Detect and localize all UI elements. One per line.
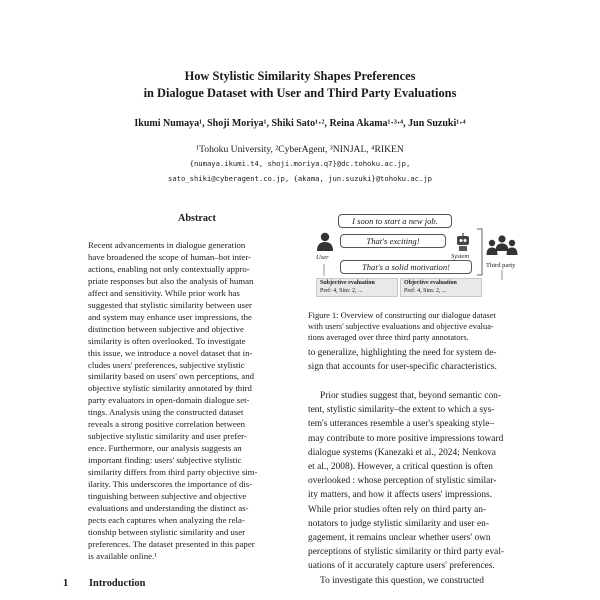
objective-eval-box bbox=[400, 278, 482, 297]
abstract-line: similarity based on users' own perceptions, and bbox=[88, 371, 255, 382]
objective-eval-detail: Pref: 4, Sim: 2, ... bbox=[404, 287, 447, 294]
body-line: may contribute to more positive impressions toward bbox=[308, 433, 504, 444]
abstract-line: similarity differs from third party objective sim- bbox=[88, 467, 258, 478]
abstract-line: this issue, we introduce a novel dataset that in- bbox=[88, 347, 253, 358]
third-party-label: Third party bbox=[486, 262, 516, 269]
abstract-line: suggested that stylistic similarity between user bbox=[88, 299, 252, 310]
abstract-line: is available online.¹ bbox=[88, 550, 157, 561]
body-line: tent, stylistic similarity–the extent to which a sys- bbox=[308, 405, 495, 416]
abstract-line: ence. Furthermore, our analysis suggests an bbox=[88, 443, 242, 454]
body-line: To investigate this question, we constructed bbox=[320, 575, 484, 586]
abstract-line: evaluations and understanding the distinct as- bbox=[88, 502, 249, 513]
abstract-line: cludes users' preferences, subjective stylistic bbox=[88, 359, 245, 370]
subjective-eval-box bbox=[316, 278, 398, 297]
abstract-line: ilarity. This underscores the importance of dis- bbox=[88, 479, 253, 489]
body-line: tem's utterances resemble a user's speaking style– bbox=[308, 419, 495, 430]
body-line: et al., 2008). However, a critical question is often bbox=[308, 462, 493, 472]
abstract-line: pects each captures when analyzing the rela- bbox=[88, 514, 245, 525]
body-line: overlooked : whose perception of stylistic similar- bbox=[308, 476, 497, 487]
abstract-line: Recent advancements in dialogue generation bbox=[88, 240, 246, 250]
abstract-line: actions, enabling not only contextually appro- bbox=[88, 263, 250, 274]
abstract-line: tings. Analysis using the constructed dataset bbox=[88, 407, 244, 418]
abstract-line: tinguishing between subjective and objective bbox=[88, 490, 247, 501]
figure-caption-line-3: tions averaged over three third party annotators. bbox=[308, 333, 469, 342]
author-emails-line-2: sato_shiki@cyberagent.co.jp, {akama, jun.suzuki}@tohoku.ac.jp bbox=[168, 174, 432, 183]
body-line: sign that accounts for user-specific characteristics. bbox=[308, 362, 497, 372]
abstract-line: important finding: users' subjective stylistic bbox=[88, 455, 242, 466]
abstract-line: reveals a strong positive correlation between bbox=[88, 419, 246, 430]
paper-authors: Ikumi Numaya¹, Shoji Moriya¹, Shiki Sato¹·², Reina Akama¹·³·⁴, Jun Suzuki¹·⁴ bbox=[134, 118, 466, 129]
body-line: ity matters, and how it affects users' impressions. bbox=[308, 490, 493, 501]
figure-caption-line-2: with users' subjective evaluations and objective evalua- bbox=[308, 322, 494, 331]
abstract-line: priate responses but also the analysis of human bbox=[88, 275, 254, 286]
abstract-line: and system may enhance user impressions, the bbox=[88, 311, 252, 322]
abstract-heading: Abstract bbox=[178, 213, 216, 224]
paper-affiliations: ¹Tohoku University, ²CyberAgent, ³NINJAL, ⁴RIKEN bbox=[196, 144, 404, 155]
abstract-line: affect and sensitivity. While prior work has bbox=[88, 287, 240, 298]
body-line: Prior studies suggest that, beyond semantic con- bbox=[320, 391, 501, 401]
body-line: dialogue systems (Kanezaki et al., 2024; Nenkova bbox=[308, 447, 496, 458]
body-line: perceptions of stylistic similarity or third party eval- bbox=[308, 547, 505, 558]
section-number: 1 bbox=[63, 578, 69, 589]
body-line: notators to judge stylistic similarity and user en- bbox=[308, 518, 489, 529]
figure-1 bbox=[314, 210, 534, 305]
objective-eval-title: Objective evaluation bbox=[404, 280, 457, 286]
abstract-line: preferences. The dataset presented in this paper bbox=[88, 538, 255, 549]
abstract-line: distinction between subjective and objective bbox=[88, 323, 244, 334]
abstract-line: party evaluators in open-domain dialogue set- bbox=[88, 395, 250, 406]
system-response-bubble-1: That's exciting! bbox=[340, 234, 446, 248]
body-line: gagement, it remains unclear whether users' own bbox=[308, 533, 491, 543]
body-line: While prior studies often rely on third party an- bbox=[308, 504, 487, 515]
author-emails-line-1: {numaya.ikumi.t4, shoji.moriya.q7}@dc.tohoku.ac.jp, bbox=[189, 159, 411, 168]
abstract-line: have broadened the scope of human–bot inter- bbox=[88, 251, 251, 262]
body-line: to generalize, highlighting the need for system de- bbox=[308, 348, 497, 358]
abstract-line: subjective stylistic similarity and user prefer- bbox=[88, 431, 247, 442]
subjective-eval-title: Subjective evaluation bbox=[320, 280, 375, 286]
paper-title-line-1: How Stylistic Similarity Shapes Preferences bbox=[184, 69, 416, 83]
body-line: uations of it accurately capture users' preferences. bbox=[308, 561, 495, 572]
figure-caption-line-1: Figure 1: Overview of constructing our dialogue dataset bbox=[308, 311, 496, 320]
abstract-line: similarity is often overlooked. To investigate bbox=[88, 335, 246, 346]
abstract-line: objective stylistic similarity annotated by third bbox=[88, 383, 252, 394]
abstract-line: tionship between stylistic similarity and user bbox=[88, 526, 246, 537]
system-label: System bbox=[451, 253, 470, 260]
section-heading bbox=[63, 577, 145, 590]
system-response-bubble-2: That's a solid motivation! bbox=[340, 260, 472, 274]
section-title: Introduction bbox=[89, 578, 146, 589]
user-label: User bbox=[316, 254, 329, 261]
subjective-eval-detail: Pref: 4, Sim: 2, ... bbox=[320, 287, 363, 294]
paper-title-line-2: in Dialogue Dataset with User and Third Party Evaluations bbox=[143, 86, 457, 100]
user-utterance-bubble: I soon to start a new job. bbox=[338, 214, 452, 228]
